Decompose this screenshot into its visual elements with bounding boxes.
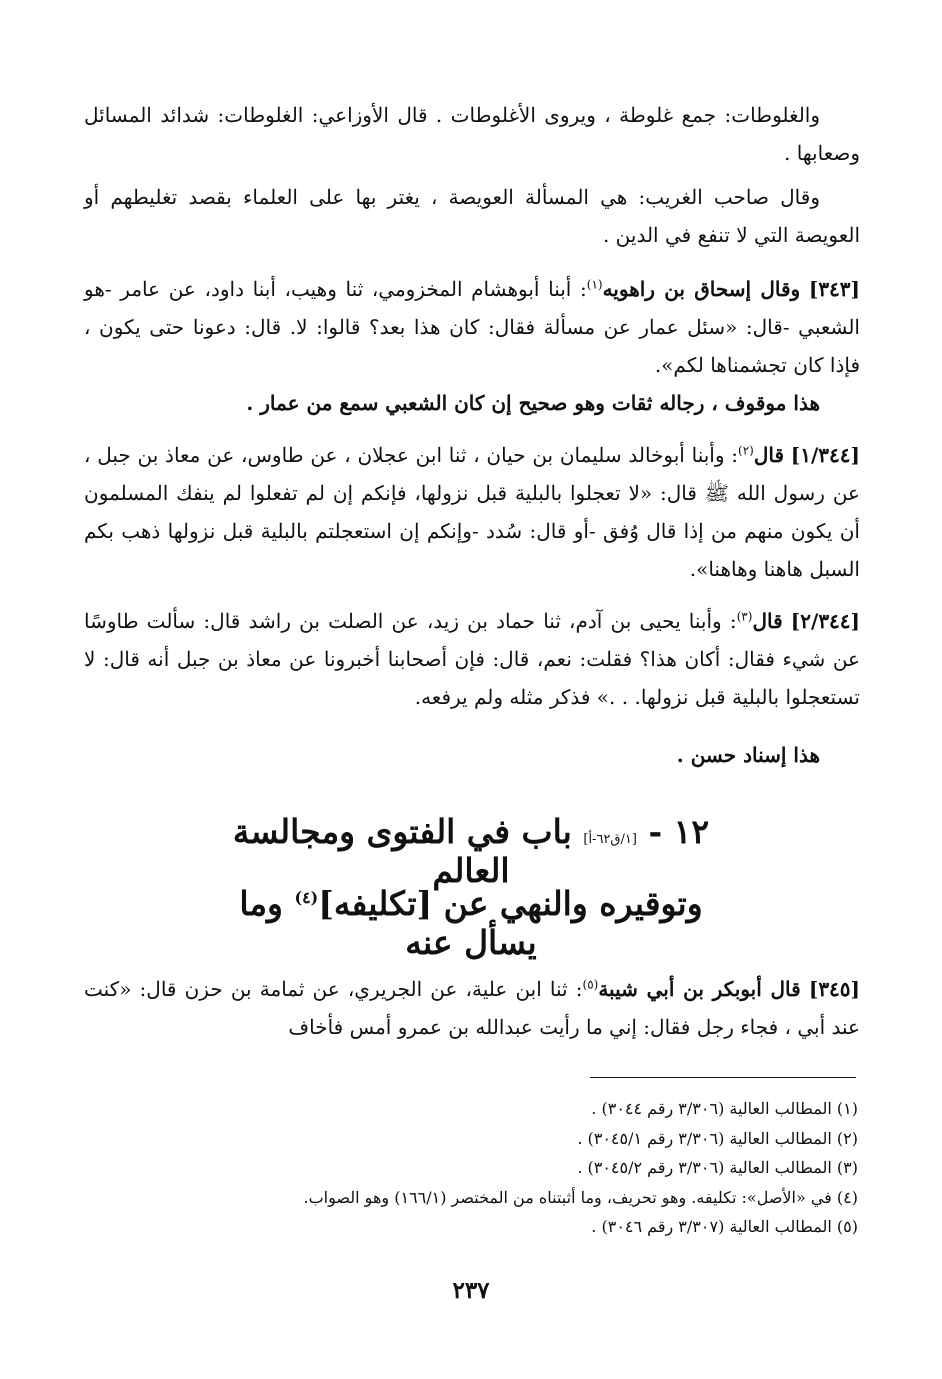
hadith-343-text: [84, 270, 860, 384]
chapter-subtitle-b: وما يسأل عنه: [239, 884, 537, 962]
footnotes: [84, 1094, 858, 1242]
manuscript-reference: [١/ق٦٢-أ]: [583, 832, 637, 847]
footnote-separator: [590, 1077, 856, 1078]
hadith-345: [84, 970, 860, 1046]
hadith-344-1-text: [84, 436, 860, 588]
footnote-2: (٢) المطالب العالية (٣/٣٠٦ رقم ٣٠٤٥/١) .: [577, 1128, 858, 1148]
footnote-ref-4: (٤): [294, 888, 319, 907]
chapter-heading-line-2: [200, 884, 742, 962]
hadith-343: [84, 270, 860, 422]
footnote-5: (٥) المطالب العالية (٣/٣٠٧ رقم ٣٠٤٦) .: [591, 1217, 858, 1236]
hadith-body: : وأبنا يحيى بن آدم، ثنا حماد بن زيد، عن الصلت بن راشد قال: سألت طاوسًا عن شيء فقال: أكان هذا؟ فقلت: نعم، قال: فإن أصحابنا أخبرونا عن معاذ بن جبل أنه قال: لا تستعجلوا بالبلية قبل نزولها. . .» فذكر مثله ولم يرفعه.: [84, 609, 860, 709]
paragraph-gharib: وقال صاحب الغريب: هي المسألة العويصة ، يغتر بها على العلماء بقصد تغليطهم أو العويصة التي لا تنفع في الدين .: [84, 185, 860, 247]
hadith-body: : وأبنا أبوخالد سليمان بن حيان ، ثنا ابن عجلان ، عن طاوس، عن معاذ بن جبل ، عن رسول الله ﷺ قال: «لا تعجلوا بالبلية قبل نزولها، فإنكم إن لم تفعلوا لم ينفك المسلمون أن يكون منهم من إذا قال وُفق -أو قال: سُدد -وإنكم إن استعجلتم بالبلية قبل نزولها ذهب بكم السبل هاهنا وهاهنا».: [84, 443, 860, 581]
hadith-body: : ثنا ابن علية، عن الجريري، عن ثمامة بن حزن قال: «كنت عند أبي ، فجاء رجل فقال: إني ما رأيت عبدالله بن عمرو أمس فأخاف: [84, 977, 860, 1039]
chapter-subtitle-a: وتوقيره والنهي عن [تكليفه]: [318, 884, 703, 923]
hadith-344-2-text: [84, 602, 860, 716]
footnote-4: (٤) في «الأصل»: تكليفه. وهو تحريف، وما أثبتناه من المختصر (١٦٦/١) وهو الصواب.: [303, 1187, 858, 1207]
footnote-ref-1: (١): [586, 277, 603, 292]
hadith-344-1: [84, 436, 860, 588]
footnote-ref-5: (٥): [582, 977, 599, 992]
chapter-heading-line-1: [200, 812, 742, 890]
hadith-344-2: [84, 602, 860, 774]
hadith-344-2-grade: هذا إسناد حسن .: [676, 743, 820, 767]
footnote-1: (١) المطالب العالية (٣/٣٠٦ رقم ٣٠٤٤) .: [591, 1099, 858, 1118]
opening-commentary: [84, 96, 860, 254]
hadith-body: : أبنا أبوهشام المخزومي، ثنا وهيب، أبنا داود، عن عامر -هو الشعبي -قال: «سئل عمار عن مسألة فقال: كان هذا بعد؟ قالوا: لا. قال: دعونا حتى يكون ، فإذا كان تجشمناها لكم».: [84, 277, 860, 377]
hadith-345-text: [84, 970, 860, 1046]
chapter-number: ١٢ -: [648, 812, 710, 851]
footnote-ref-2: (٢): [738, 443, 754, 458]
narrator-lead: وقال إسحاق بن راهويه: [602, 277, 801, 301]
hadith-number: [١/٣٤٤]: [790, 443, 860, 467]
chapter-title: باب في الفتوى ومجالسة العالم: [232, 812, 572, 890]
hadith-343-grade: هذا موقوف ، رجاله ثقات وهو صحيح إن كان الشعبي سمع من عمار .: [246, 391, 820, 415]
narrator-lead: قال: [752, 609, 783, 633]
narrator-lead: قال: [753, 443, 785, 467]
hadith-number: [٣٤٥]: [808, 977, 861, 1001]
narrator-lead: قال أبوبكر بن أبي شيبة: [598, 977, 801, 1001]
hadith-number: [٢/٣٤٤]: [790, 609, 861, 633]
footnote-ref-3: (٣): [736, 609, 753, 624]
page-number: ٢٣٧: [452, 1277, 490, 1304]
hadith-number: [٣٤٣]: [808, 277, 861, 301]
footnote-3: (٣) المطالب العالية (٣/٣٠٦ رقم ٣٠٤٥/٢) .: [577, 1158, 858, 1177]
paragraph-ghalutat: والغلوطات: جمع غلوطة ، ويروى الأغلوطات . قال الأوزاعي: الغلوطات: شدائد المسائل وصعابها .: [84, 103, 860, 165]
